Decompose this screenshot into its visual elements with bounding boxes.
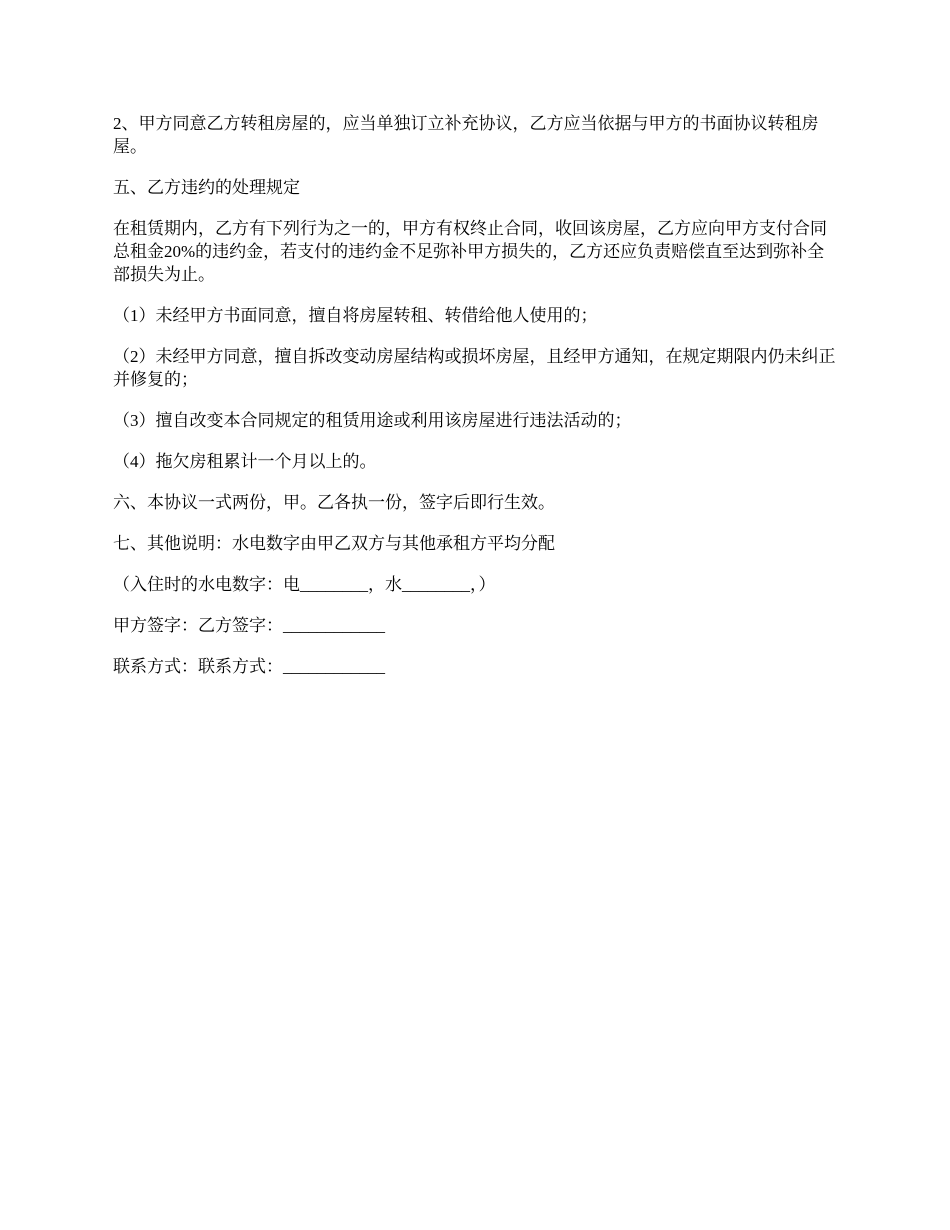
breach-item-4: （4）拖欠房租累计一个月以上的。 [113, 452, 377, 471]
section-copies-effective: 六、本协议一式两份，甲。乙各执一份，签字后即行生效。 [113, 493, 555, 512]
breach-item-2: （2）未经甲方同意，擅自拆改变动房屋结构或损坏房屋，且经甲方通知，在规定期限内仍未纠正并修复的； [113, 347, 836, 389]
contact-line: 联系方式：联系方式：____________ [113, 657, 385, 676]
section-heading-breach: 五、乙方违约的处理规定 [113, 178, 300, 197]
signature-line: 甲方签字：乙方签字：____________ [113, 616, 385, 635]
document-page [113, 112, 838, 696]
clause-sublease-agreement: 2、甲方同意乙方转租房屋的，应当单独订立补充协议，乙方应当依据与甲方的书面协议转租房屋。 [113, 114, 819, 156]
section-other-notes: 七、其他说明：水电数字由甲乙双方与其他承租方平均分配 [113, 534, 555, 553]
breach-item-3: （3）擅自改变本合同规定的租赁用途或利用该房屋进行违法活动的； [113, 411, 632, 430]
clause-breach-penalty: 在租赁期内，乙方有下列行为之一的，甲方有权终止合同，收回该房屋，乙方应向甲方支付合同总租金20%的违约金，若支付的违约金不足弥补甲方损失的，乙方还应负责赔偿直至达到弥补全部损失为止。 [113, 219, 827, 284]
breach-item-1: （1）未经甲方书面同意，擅自将房屋转租、转借给他人使用的； [113, 306, 598, 325]
meter-readings-line: （入住时的水电数字：电________，水________，） [113, 575, 496, 594]
